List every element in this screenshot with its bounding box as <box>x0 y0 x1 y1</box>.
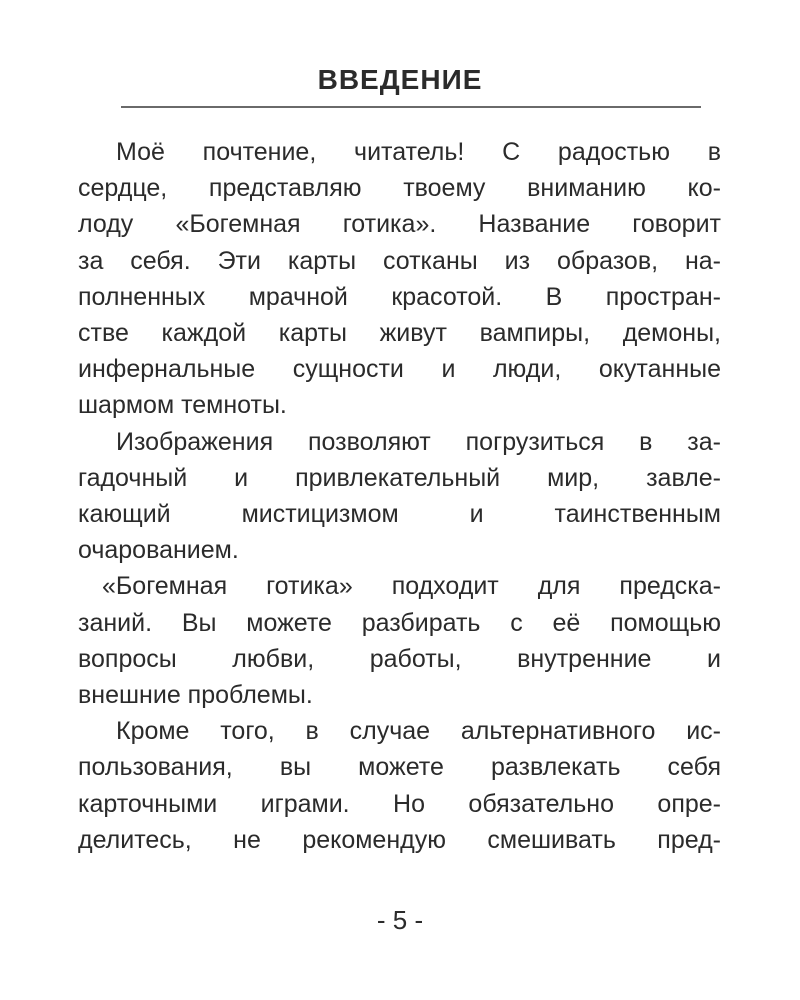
text-line: «Богемная готика» подходит для предска- <box>102 572 721 601</box>
text-line: делитесь, не рекомендую смешивать пред- <box>78 825 721 854</box>
text-line: гадочный и привлекательный мир, завле- <box>78 463 721 492</box>
text-line: Кроме того, в случае альтернативного ис- <box>116 717 721 746</box>
text-line: очарованием. <box>78 536 239 565</box>
text-line: Изображения позволяют погрузиться в за- <box>116 427 721 456</box>
page-number: - 5 - <box>376 905 424 935</box>
title-divider <box>121 106 701 108</box>
paragraph <box>78 134 721 424</box>
body-text <box>78 134 721 858</box>
paragraph <box>78 568 721 713</box>
text-line: кающий мистицизмом и таинственным <box>78 500 721 529</box>
paragraph <box>78 424 721 569</box>
text-line: полненных мрачной красотой. В простран- <box>78 282 721 311</box>
page-title: ВВЕДЕНИЕ <box>317 64 483 95</box>
text-line: Моё почтение, читатель! С радостью в <box>116 138 721 166</box>
text-line: внешние проблемы. <box>78 681 313 710</box>
text-line: стве каждой карты живут вампиры, демоны, <box>78 319 721 348</box>
text-line: карточными играми. Но обязательно опре- <box>78 789 721 818</box>
text-line: лоду «Богемная готика». Название говорит <box>78 210 721 239</box>
text-line: вопросы любви, работы, внутренние и <box>78 644 721 673</box>
text-line: инфернальные сущности и люди, окутанные <box>78 355 721 384</box>
text-line: сердце, представляю твоему вниманию ко- <box>78 174 721 203</box>
text-line: заний. Вы можете разбирать с её помощью <box>78 608 721 637</box>
text-line: пользования, вы можете развлекать себя <box>78 753 721 782</box>
paragraph <box>78 713 721 858</box>
text-line: за себя. Эти карты сотканы из образов, на- <box>78 246 721 275</box>
text-line: шармом темноты. <box>78 391 287 420</box>
